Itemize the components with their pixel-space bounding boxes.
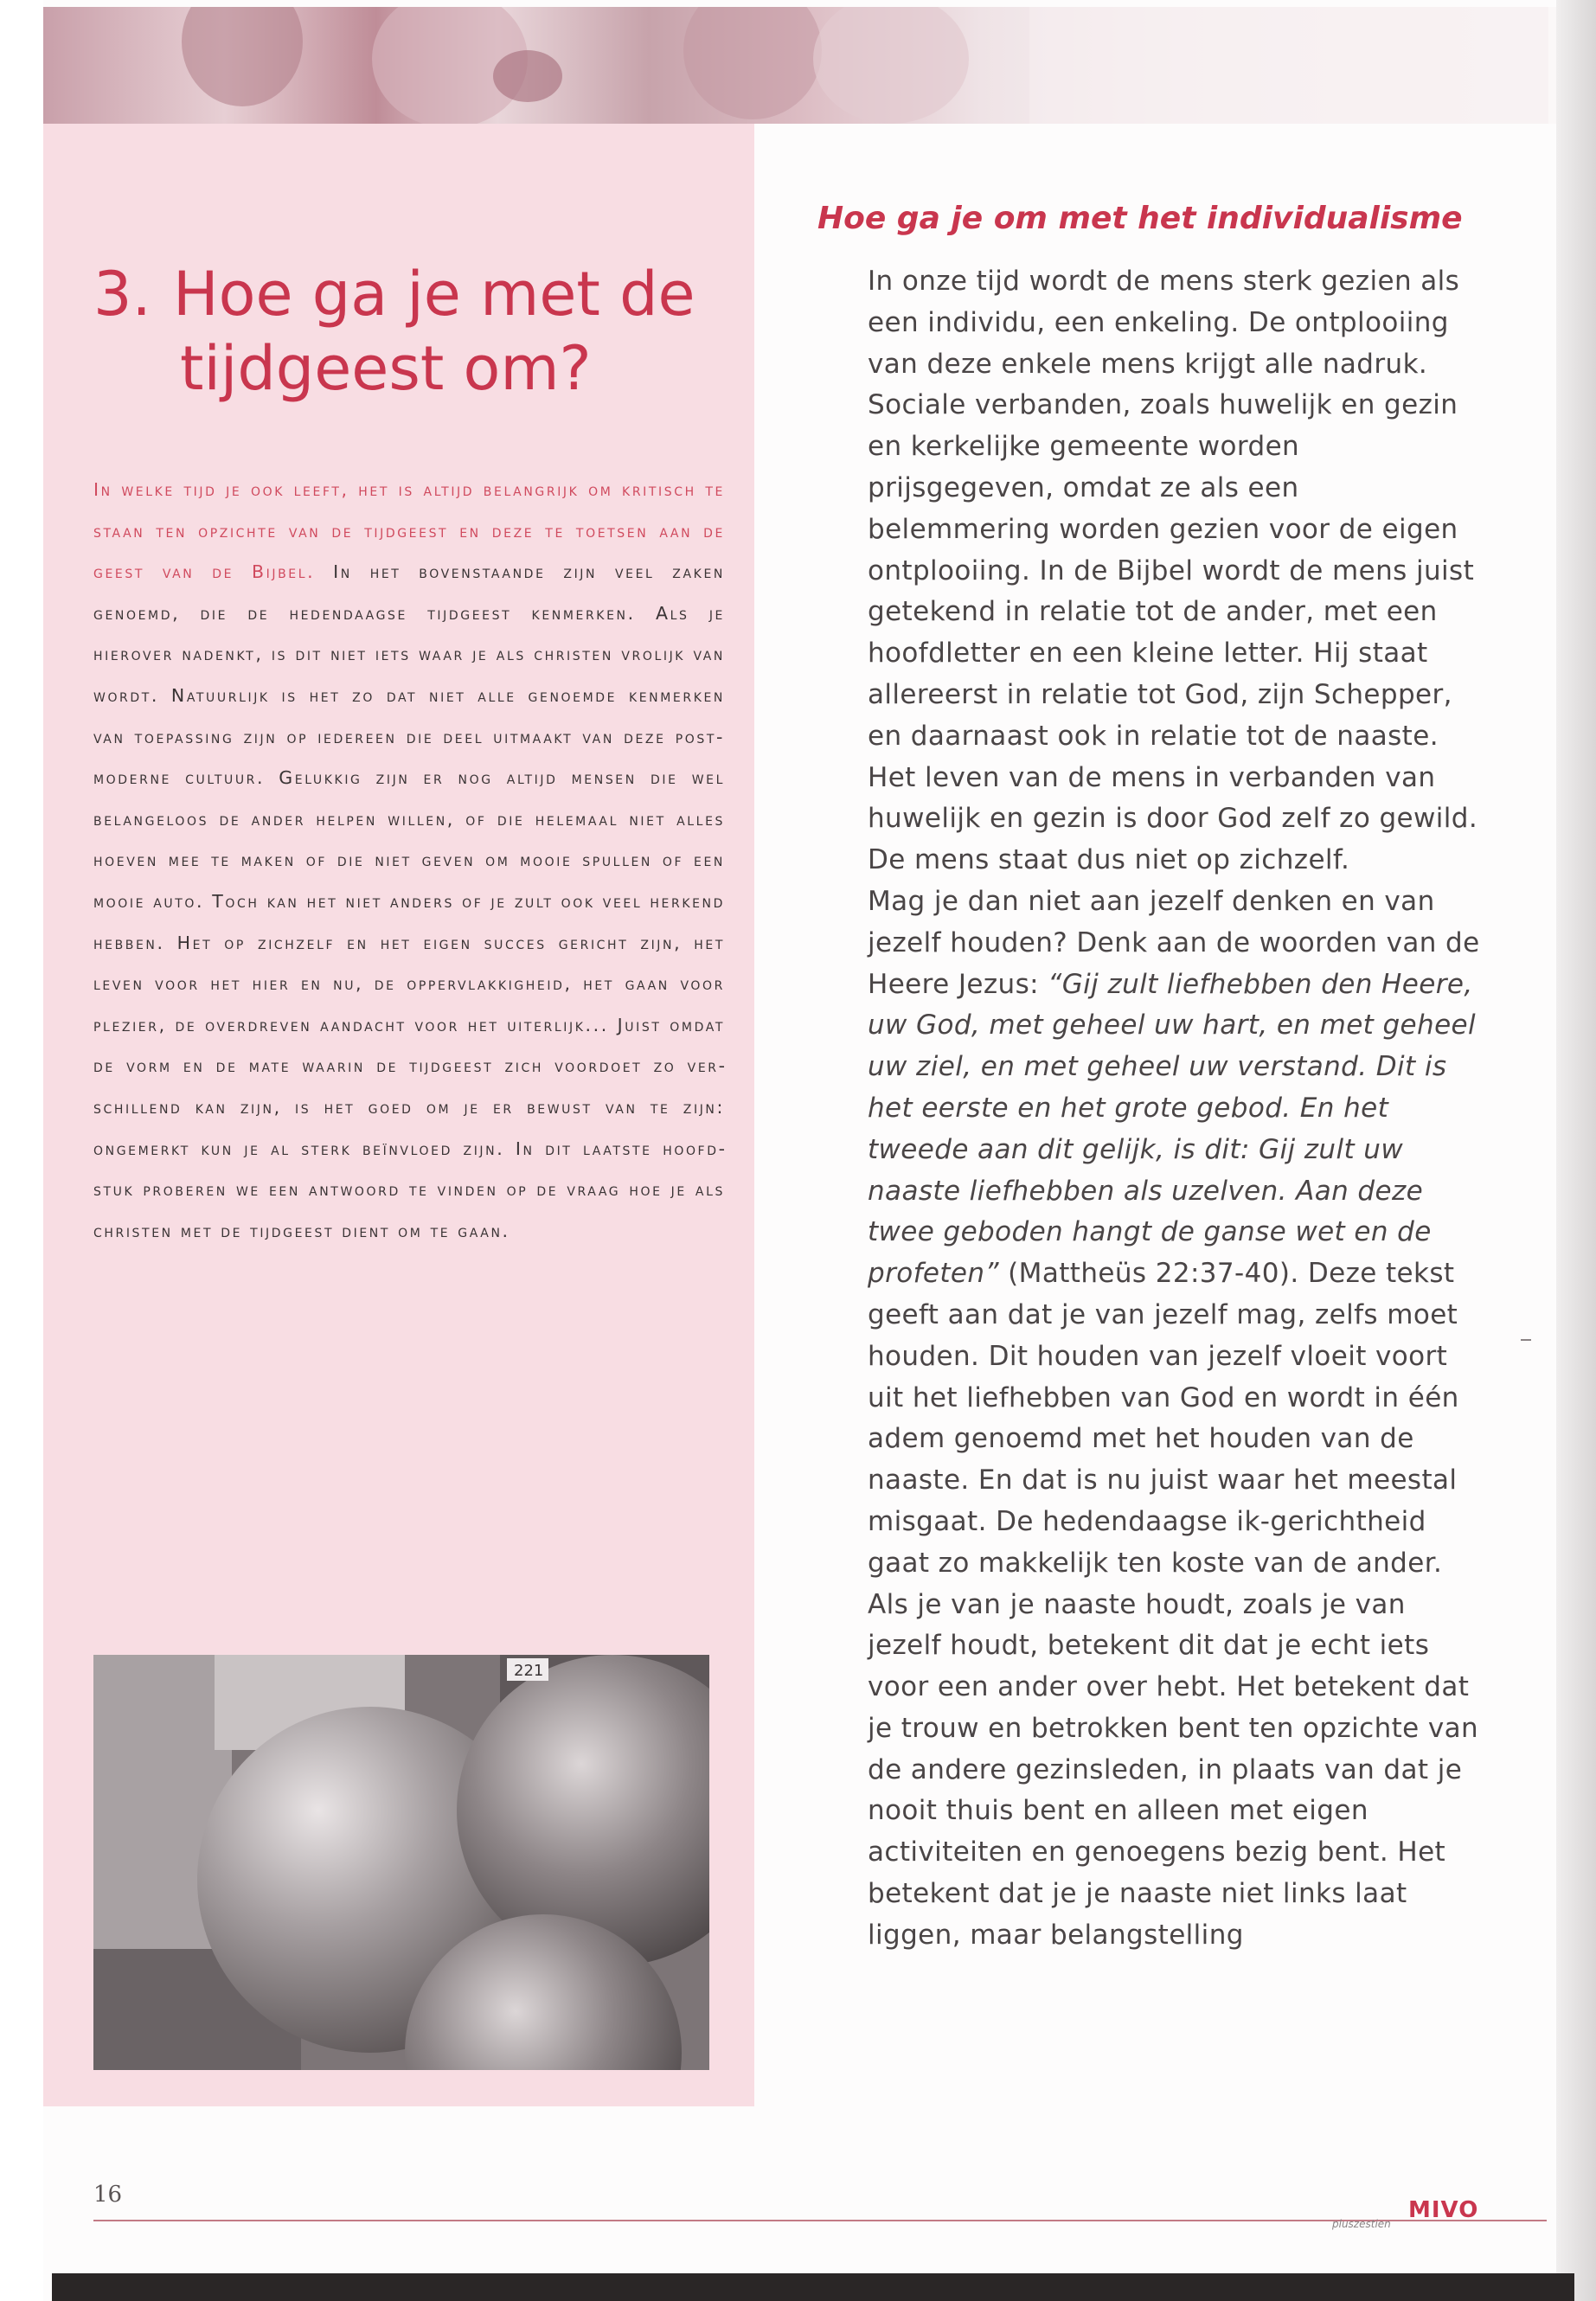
chapter-intro [93, 470, 725, 1252]
header-photo-strip [43, 7, 1556, 124]
chapter-title-line2: tijdgeest om? [180, 332, 592, 404]
chapter-title [93, 257, 716, 406]
chapter-number: 3. [93, 258, 151, 330]
intro-highlight: In welke tijd je ook leeft, het is altijd belangrijk om kritisch te staan ten opzichte van de tijdgeest en deze te toetsen aan de geest van de Bijbel. [93, 479, 725, 583]
paragraph-1: In onze tijd wordt de mens sterk gezien als een individu, een enkeling. De ontplooiing van deze enkele mens krijgt alle nadruk. Sociale verbanden, zoals huwelijk en gezin en kerkelijke gemeente worden prijsgegeven, omdat ze als een belemmering worden gezien voor de eigen ontplooiing. In de Bijbel wordt de mens juist getekend in relatie tot de ander, met een hoofdletter en een kleine letter. Hij staat allereerst in relatie tot God, zijn Schepper, en daarnaast ook in relatie tot de naaste. Het leven van de mens in verbanden van huwelijk en gezin is door God zelf zo gewild. De mens staat dus niet op zichzelf. [868, 266, 1478, 876]
paragraph-2-rest: (Mattheüs 22:37-40). Deze tekst geeft aan dat je van jezelf mag, zelfs moet houden. Dit houden van jezelf vloeit voort uit het liefhebben van God en wordt in één adem genoemd met het houden van de naaste. En dat is nu juist waar het meestal misgaat. De hedendaagse ik-gerichtheid gaat zo makkelijk ten koste van de ander. Als je van je naaste houdt, zoals je van jezelf houdt, betekent dit dat je echt iets voor een ander over hebt. Het betekent dat je trouw en betrokken bent ten opzichte van de andere gezinsleden, in plaats van dat je nooit thuis bent en alleen met eigen activiteiten en genoegens bezig bent. Het betekent dat je je naaste niet links laat liggen, maar belangstelling [868, 1258, 1479, 1951]
paragraph-2 [868, 881, 1482, 1957]
footer-rule [93, 2220, 1547, 2221]
page-binding-edge [1556, 0, 1596, 2301]
balloons-illustration [93, 1655, 709, 2070]
intro-body: In het bovenstaande zijn veel zaken genoemd, die de hedendaagse tijdgeest kenmerken. Als je hierover nadenkt, is dit niet iets waar je als christen vrolijk van wordt. Natuurlijk is het zo dat niet alle genoemde kenmerken van toepassing zijn op iedereen die deel uitmaakt van deze post-moderne cultuur. Gelukkig zijn er nog altijd mensen die wel belangeloos de ander helpen willen, of die helemaal niet alles hoeven mee te maken of die niet geven om mooie spullen of een mooie auto. Toch kan het niet anders of je zult ook veel herkend hebben. Het op zichzelf en het eigen succes gericht zijn, het leven voor het hier en nu, de oppervlakkigheid, het gaan voor plezier, de overdreven aandacht voor het uiterlijk... Juist omdat de vorm en de mate waarin de tijdgeest zich voordoet zo verschillend kan zijn, is het goed om je er bewust van te zijn: ongemerkt kun je al sterk beïnvloed zijn. In dit laatste hoofdstuk proberen we een antwoord te vinden op de vraag hoe je als christen met de tijdgeest dient om te gaan. [93, 561, 725, 1241]
balloons-photo [93, 1655, 709, 2070]
balloon-sign-number: 221 [514, 1662, 544, 1680]
margin-mark [1521, 1339, 1531, 1341]
section-heading: Hoe ga je om met het individualisme [817, 200, 1463, 236]
mivo-logo: MIVO [1408, 2197, 1479, 2223]
bible-quote: “Gij zult liefhebben den Heere, uw God, met geheel uw hart, en met geheel uw ziel, en met geheel uw verstand. Dit is het eerste en het grote gebod. En het tweede aan dit gelijk, is dit: Gij zult uw naaste liefhebben als uzelven. Aan deze twee geboden hangt de ganse wet en de profeten” [868, 968, 1477, 1290]
header-photo-faces [43, 7, 1556, 124]
chapter-title-line1: Hoe ga je met de [173, 258, 695, 330]
article-body [868, 261, 1482, 1957]
footer-tagline: pluszestien [1332, 2218, 1391, 2230]
page-number: 16 [93, 2182, 123, 2208]
page-bottom-edge [52, 2273, 1574, 2301]
paragraph-2-intro: Mag je dan niet aan jezelf denken en van jezelf houden? Denk aan de woorden van de Heere Jezus: [868, 885, 1480, 1000]
page-margin-left [0, 0, 43, 2301]
